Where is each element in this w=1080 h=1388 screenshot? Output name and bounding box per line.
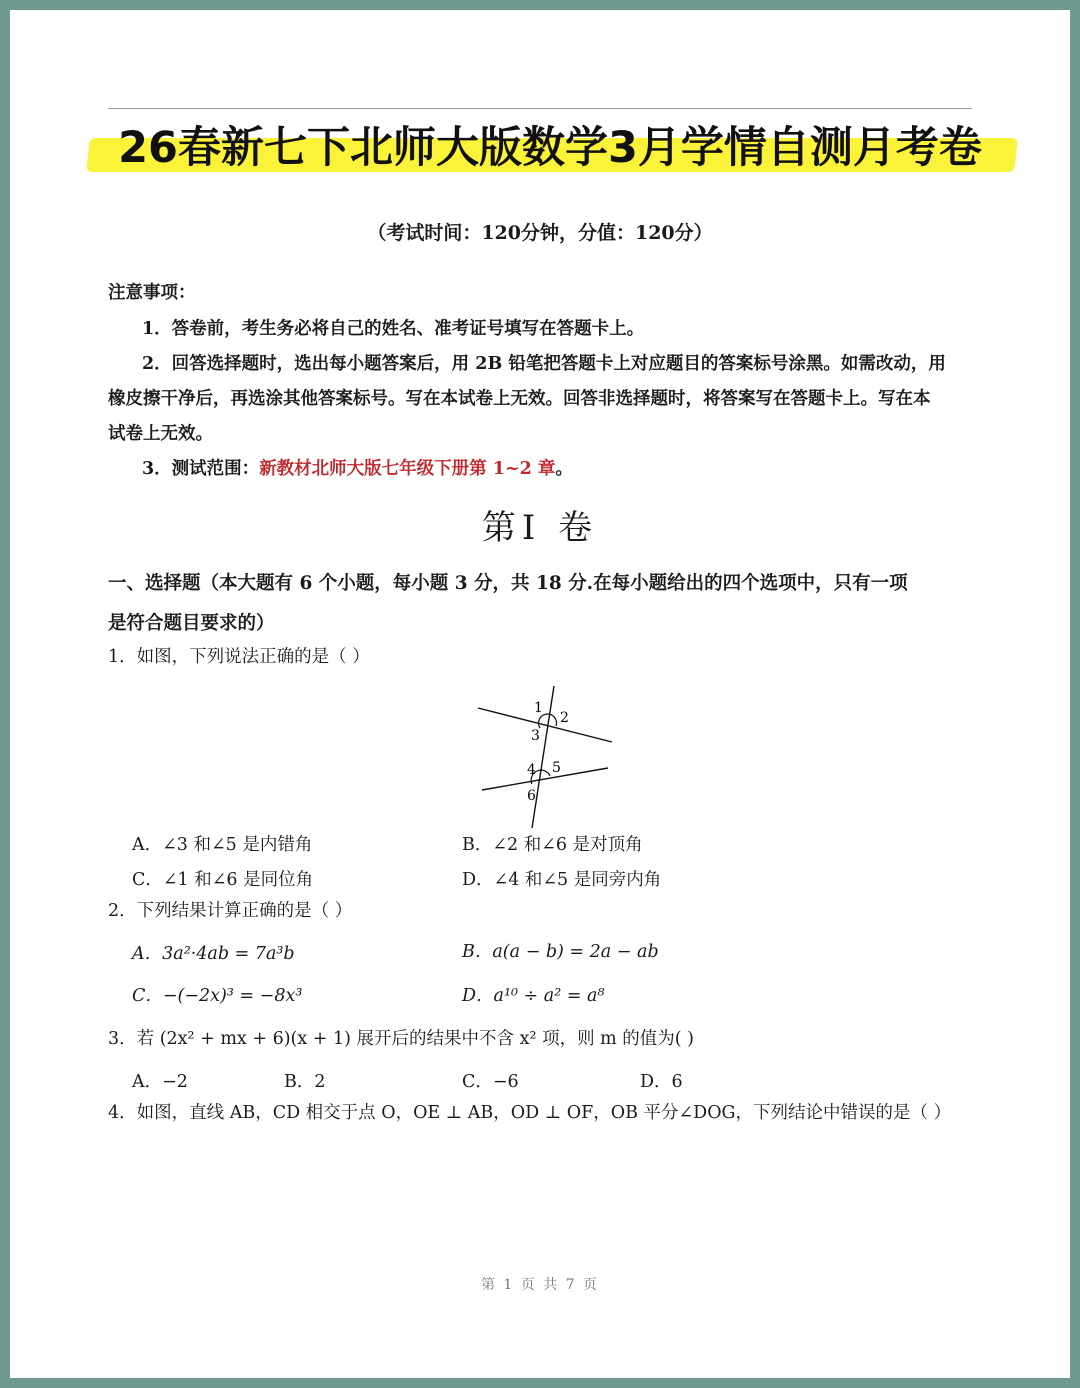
q1-option-b: B．∠2 和∠6 是对顶角 xyxy=(462,835,643,855)
q2-stem: 2．下列结果计算正确的是（ ） xyxy=(108,901,353,921)
q1-stem: 1．如图，下列说法正确的是（ ） xyxy=(108,647,370,667)
q3-option-d: D．6 xyxy=(640,1072,683,1092)
q3-option-b: B．2 xyxy=(284,1072,326,1092)
banner-title: 26春新七下北师大版数学3月学情自测月考卷 xyxy=(118,123,982,173)
angle-label-6: 6 xyxy=(527,788,536,804)
notice-item-2-line-1: 2．回答选择题时，选出每小题答案后，用 2B 铅笔把答题卡上对应题目的答案标号涂黑。如需改动，用 xyxy=(142,354,946,374)
q1-angle-figure xyxy=(468,680,628,832)
angle-label-1: 1 xyxy=(534,700,543,716)
section-1-heading-line-2: 是符合题目要求的） xyxy=(108,613,275,634)
q3-option-c: C．−6 xyxy=(462,1072,519,1092)
top-divider xyxy=(108,108,972,109)
q2-option-b: B．a(a − b) = 2a − ab xyxy=(462,942,659,962)
notice-item-1: 1．答卷前，考生务必将自己的姓名、准考证号填写在答题卡上。 xyxy=(142,319,645,339)
upper-line xyxy=(478,708,612,742)
q2-option-c: C．−(−2x)³ = −8x³ xyxy=(132,986,303,1006)
q1-option-c: C．∠1 和∠6 是同位角 xyxy=(132,870,314,890)
q4-stem: 4．如图，直线 AB，CD 相交于点 O，OE ⊥ AB，OD ⊥ OF，OB 平分∠DOG，下列结论中错误的是（ ） xyxy=(108,1103,952,1123)
exam-page xyxy=(10,10,1070,1378)
q2-option-d: D．a¹⁰ ÷ a² = a⁸ xyxy=(462,986,605,1006)
page-footer: 第 1 页 共 7 页 xyxy=(480,1277,600,1293)
q2-option-a: A．3a²·4ab = 7a³b xyxy=(132,944,295,964)
notice-item-2-line-3: 试卷上无效。 xyxy=(108,424,213,444)
angle-label-4: 4 xyxy=(527,762,536,778)
q3-option-a: A．−2 xyxy=(132,1072,188,1092)
exam-info: （考试时间：120分钟，分值：120分） xyxy=(367,222,713,244)
notice-item-3-end: 。 xyxy=(555,459,573,479)
volume-title: 第Ⅰ 卷 xyxy=(481,508,599,548)
q1-option-a: A．∠3 和∠5 是内错角 xyxy=(132,835,313,855)
q3-stem: 3．若 (2x² + mx + 6)(x + 1) 展开后的结果中不含 x² 项，则 m 的值为( ) xyxy=(108,1029,695,1049)
q1-option-d: D．∠4 和∠5 是同旁内角 xyxy=(462,870,662,890)
notice-item-3 xyxy=(142,452,573,487)
angle-label-2: 2 xyxy=(560,710,569,726)
test-scope: 新教材北师大版七年级下册第 1~2 章 xyxy=(259,459,556,479)
notice-heading: 注意事项： xyxy=(108,283,196,303)
section-1-heading-line-1: 一、选择题（本大题有 6 个小题，每小题 3 分，共 18 分.在每小题给出的四个选项中，只有一项 xyxy=(108,573,908,594)
notice-item-2-line-2: 橡皮擦干净后，再选涂其他答案标号。写在本试卷上无效。回答非选择题时，将答案写在答题卡上。写在本 xyxy=(108,389,931,409)
angle-label-5: 5 xyxy=(552,760,561,776)
notice-item-3-label: 3．测试范围： xyxy=(142,459,260,479)
angle-label-3: 3 xyxy=(531,728,540,744)
